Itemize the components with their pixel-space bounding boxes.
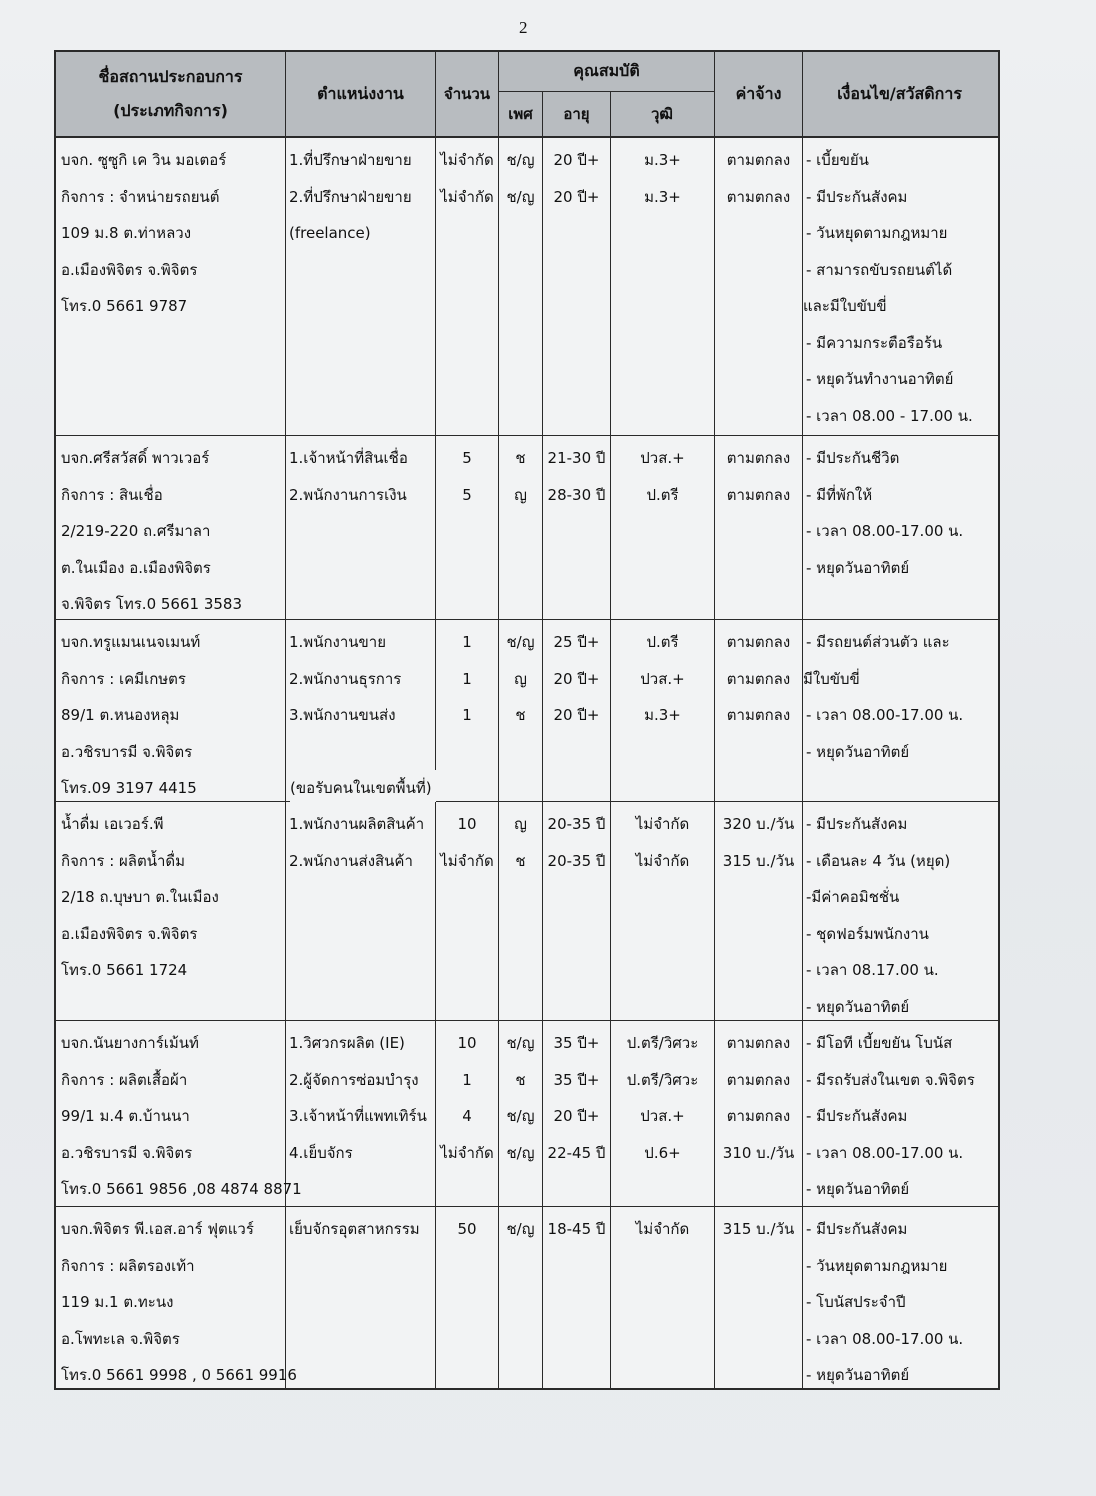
benefit-line: - มีโอที เบี้ยขยัน โบนัส: [806, 1034, 953, 1052]
position-line: 1.เจ้าหน้าที่สินเชื่อ: [289, 449, 408, 467]
company-line: บจก.พิจิตร พี.เอส.อาร์ ฟุตแวร์: [61, 1220, 254, 1238]
age-cell: [543, 1207, 611, 1388]
wage-cell: [715, 436, 803, 619]
education-value: ม.3+: [644, 187, 681, 206]
age-cell: [543, 1021, 611, 1206]
education-cell: [611, 436, 715, 619]
company-line: โทร.0 5661 9998 , 0 5661 9916: [61, 1366, 297, 1384]
company-line: 109 ม.8 ต.ท่าหลวง: [61, 224, 192, 242]
education-value: ปวส.+: [640, 449, 685, 467]
count-value: 4: [462, 1107, 472, 1125]
company-cell: [56, 138, 286, 435]
company-line: บจก.นันยางการ์เม้นท์: [61, 1034, 199, 1052]
count-value: ไม่จำกัด: [440, 187, 494, 206]
company-line: 2/18 ถ.บุษบา ต.ในเมือง: [61, 888, 219, 906]
sex-value: ช/ญ: [506, 1143, 535, 1162]
sex-cell: [499, 138, 543, 435]
count-value: 1: [462, 1070, 472, 1089]
position-line: 2.พนักงานธุรการ: [289, 669, 402, 688]
benefit-line: และมีใบขับขี่: [803, 297, 887, 315]
benefit-line: - หยุดวันอาทิตย์: [806, 1366, 910, 1384]
wage-cell: [715, 1207, 803, 1388]
table-row: [56, 1207, 998, 1388]
header-qualification-group: [499, 52, 715, 136]
company-line: อ.วชิรบารมี จ.พิจิตร: [61, 1143, 193, 1162]
area-note: (ขอรับคนในเขตพื้นที่): [290, 770, 436, 807]
header-qualification: คุณสมบัติ: [499, 52, 714, 92]
sex-cell: [499, 1021, 543, 1206]
wage-value: ตามตกลง: [726, 706, 791, 724]
age-value: 35 ปี+: [553, 1070, 600, 1089]
benefit-line: - สามารถขับรถยนต์ได้: [806, 260, 953, 279]
company-line: บจก. ซูซูกิ เค วิน มอเตอร์: [61, 151, 227, 169]
count-value: 5: [462, 449, 472, 467]
benefit-line: - มีความกระตือรือร้น: [806, 333, 943, 352]
company-line: จ.พิจิตร โทร.0 5661 3583: [61, 595, 242, 613]
sex-value: ญ: [514, 815, 527, 833]
position-cell: [286, 802, 436, 1020]
sex-value: ช/ญ: [506, 1107, 535, 1125]
company-line: โทร.0 5661 9856 ,08 4874 8871: [61, 1180, 302, 1198]
education-value: ปวส.+: [640, 1107, 685, 1125]
job-listing-table: [54, 50, 1000, 1390]
count-value: 1: [462, 706, 472, 724]
wage-value: 320 บ./วัน: [722, 815, 795, 833]
benefit-line: - หยุดวันอาทิตย์: [806, 558, 910, 577]
count-cell: [436, 1207, 499, 1388]
header-age: อายุ: [543, 92, 611, 136]
benefit-line: - เวลา 08.00 - 17.00 น.: [806, 406, 973, 425]
company-line: ต.ในเมือง อ.เมืองพิจิตร: [61, 558, 211, 577]
count-cell: [436, 802, 499, 1020]
wage-value: ตามตกลง: [726, 449, 791, 467]
wage-value: 310 บ./วัน: [722, 1143, 795, 1162]
wage-value: ตามตกลง: [726, 151, 791, 169]
wage-value: ตามตกลง: [726, 669, 791, 688]
company-line: น้ำดื่ม เอเวอร์.พี: [61, 815, 164, 833]
benefit-line: - มีที่พักให้: [806, 485, 873, 504]
sex-value: ช/ญ: [506, 1034, 535, 1052]
benefit-line: - มีประกันสังคม: [806, 815, 908, 833]
sex-value: ช/ญ: [506, 633, 535, 651]
age-cell: [543, 802, 611, 1020]
table-body: [56, 138, 998, 1388]
position-line: 3.พนักงานขนส่ง: [289, 706, 396, 724]
company-cell: [56, 620, 286, 801]
count-cell: [436, 620, 499, 801]
wage-value: ตามตกลง: [726, 633, 791, 651]
table-row: [56, 620, 998, 802]
education-value: ป.6+: [644, 1143, 681, 1162]
header-company-line-1: ชื่อสถานประกอบการ: [98, 67, 243, 86]
wage-value: ตามตกลง: [726, 1034, 791, 1052]
age-value: 18-45 ปี: [547, 1220, 606, 1238]
count-value: ไม่จำกัด: [440, 851, 494, 870]
header-count: จำนวน: [436, 52, 499, 136]
education-cell: [611, 1207, 715, 1388]
position-line: 2.พนักงานส่งสินค้า: [289, 851, 413, 870]
company-line: 2/219-220 ถ.ศรีมาลา: [61, 522, 211, 540]
education-cell: [611, 620, 715, 801]
company-line: อ.เมืองพิจิตร จ.พิจิตร: [61, 924, 198, 943]
education-cell: [611, 1021, 715, 1206]
age-value: 20-35 ปี: [547, 815, 606, 833]
count-value: 10: [457, 815, 477, 833]
benefit-line: - เวลา 08.00-17.00 น.: [806, 522, 964, 540]
benefits-cell: [803, 802, 996, 1020]
age-cell: [543, 138, 611, 435]
benefit-line: - มีรถยนต์ส่วนตัว และ: [806, 633, 950, 651]
benefit-line: - วันหยุดตามกฎหมาย: [806, 1256, 948, 1275]
wage-cell: [715, 1021, 803, 1206]
position-cell: [286, 1207, 436, 1388]
sex-value: ช: [515, 449, 526, 467]
sex-value: ญ: [514, 669, 527, 688]
sex-value: ช: [515, 1070, 526, 1089]
wage-cell: [715, 802, 803, 1020]
position-line: 2.พนักงานการเงิน: [289, 485, 407, 504]
wage-value: ตามตกลง: [726, 485, 791, 504]
wage-value: 315 บ./วัน: [722, 1220, 795, 1238]
age-value: 20-35 ปี: [547, 851, 606, 870]
position-line: 2.ผู้จัดการซ่อมบำรุง: [289, 1070, 419, 1089]
sex-value: ช/ญ: [506, 187, 535, 206]
sex-value: ญ: [514, 485, 527, 504]
position-line: เย็บจักรอุตสาหกรรม: [289, 1220, 420, 1238]
header-position: ตำแหน่งงาน: [286, 52, 436, 136]
education-cell: [611, 802, 715, 1020]
benefit-line: - มีประกันชีวิต: [806, 449, 900, 467]
count-value: 50: [457, 1220, 477, 1238]
benefit-line: - เวลา 08.00-17.00 น.: [806, 1329, 964, 1348]
sex-cell: [499, 1207, 543, 1388]
company-line: บจก.ทรูแมนเนจเมนท์: [61, 633, 201, 651]
company-cell: [56, 436, 286, 619]
position-cell: [286, 138, 436, 435]
position-line: (freelance): [289, 224, 371, 242]
count-value: ไม่จำกัด: [440, 151, 494, 169]
age-value: 20 ปี+: [553, 669, 600, 688]
benefit-line: - เวลา 08.17.00 น.: [806, 961, 939, 979]
company-line: 119 ม.1 ต.ทะนง: [61, 1293, 174, 1311]
age-value: 20 ปี+: [553, 1107, 600, 1125]
count-value: 10: [457, 1034, 477, 1052]
sex-value: ช/ญ: [506, 151, 535, 169]
count-cell: [436, 436, 499, 619]
benefit-line: - หยุดวันอาทิตย์: [806, 997, 910, 1016]
education-value: ป.ตรี/วิศวะ: [626, 1070, 699, 1089]
count-value: 1: [462, 633, 472, 651]
company-line: กิจการ : เคมีเกษตร: [61, 669, 186, 688]
benefits-cell: [803, 620, 996, 801]
company-line: กิจการ : จำหน่ายรถยนต์: [61, 187, 220, 206]
company-cell: [56, 1021, 302, 1206]
sex-value: ช/ญ: [506, 1220, 535, 1238]
wage-cell: [715, 138, 803, 435]
count-cell: [436, 138, 499, 435]
company-line: บจก.ศรีสวัสดิ์ พาวเวอร์: [61, 449, 210, 467]
page-number: 2: [519, 18, 528, 37]
sex-cell: [499, 802, 543, 1020]
sex-value: ช: [515, 706, 526, 724]
company-line: อ.โพทะเล จ.พิจิตร: [61, 1329, 180, 1348]
company-line: กิจการ : สินเชื่อ: [61, 485, 163, 504]
benefit-line: - มีประกันสังคม: [806, 1107, 908, 1125]
count-value: 1: [462, 669, 472, 688]
benefits-cell: [803, 138, 996, 435]
table-row: [56, 138, 998, 436]
education-value: ม.3+: [644, 706, 681, 724]
company-line: อ.เมืองพิจิตร จ.พิจิตร: [61, 260, 198, 279]
benefit-line: - มีประกันสังคม: [806, 187, 908, 206]
header-benefits: เงื่อนไข/สวัสดิการ: [837, 84, 962, 103]
education-value: ป.ตรี: [646, 633, 679, 651]
benefit-line: - วันหยุดตามกฎหมาย: [806, 224, 948, 242]
header-company: [56, 52, 286, 136]
age-cell: [543, 620, 611, 801]
position-cell: [286, 1021, 436, 1206]
education-cell: [611, 138, 715, 435]
company-line: โทร.0 5661 1724: [61, 961, 188, 979]
benefit-line: - เวลา 08.00-17.00 น.: [806, 706, 964, 724]
table-row: [56, 436, 998, 620]
age-value: 20 ปี+: [553, 706, 600, 724]
company-line: กิจการ : ผลิตเสื้อผ้า: [61, 1070, 188, 1089]
benefit-line: มีใบขับขี่: [803, 669, 860, 688]
benefits-cell: [803, 1021, 996, 1206]
age-value: 22-45 ปี: [547, 1143, 606, 1162]
position-line: 1.พนักงานขาย: [289, 633, 387, 651]
education-value: ป.ตรี/วิศวะ: [626, 1034, 699, 1052]
sex-cell: [499, 620, 543, 801]
company-line: กิจการ : ผลิตน้ำดื่ม: [61, 851, 186, 870]
wage-cell: [715, 620, 803, 801]
table-row: [56, 802, 998, 1021]
wage-value: ตามตกลง: [726, 1070, 791, 1089]
benefit-line: - หยุดวันอาทิตย์: [806, 742, 910, 761]
benefit-line: - มีประกันสังคม: [806, 1220, 908, 1238]
company-line: 99/1 ม.4 ต.บ้านนา: [61, 1107, 190, 1125]
header-company-line-2: (ประเภทกิจการ): [113, 101, 228, 120]
company-line: โทร.0 5661 9787: [61, 297, 188, 315]
position-line: 2.ที่ปรึกษาฝ่ายขาย: [289, 187, 412, 206]
company-cell: [56, 802, 286, 1020]
age-value: 25 ปี+: [553, 633, 600, 651]
benefit-line: - หยุดวันอาทิตย์: [806, 1180, 910, 1198]
age-cell: [543, 436, 611, 619]
company-line: 89/1 ต.หนองหลุม: [61, 706, 180, 724]
wage-value: ตามตกลง: [726, 1107, 791, 1125]
benefit-line: - เดือนละ 4 วัน (หยุด): [806, 851, 951, 870]
count-value: ไม่จำกัด: [440, 1143, 494, 1162]
position-line: 4.เย็บจักร: [289, 1143, 353, 1162]
benefits-cell: [803, 436, 996, 619]
count-value: 5: [462, 485, 472, 504]
education-value: ไม่จำกัด: [635, 815, 690, 833]
company-cell: [56, 1207, 297, 1388]
education-value: ไม่จำกัด: [635, 1220, 690, 1238]
table-row: [56, 1021, 998, 1207]
benefits-cell: [803, 1207, 996, 1388]
wage-value: ตามตกลง: [726, 187, 791, 206]
position-line: 1.ที่ปรึกษาฝ่ายขาย: [289, 151, 412, 169]
education-value: ไม่จำกัด: [635, 851, 690, 870]
company-line: กิจการ : ผลิตรองเท้า: [61, 1256, 195, 1275]
wage-value: 315 บ./วัน: [722, 851, 795, 870]
sex-cell: [499, 436, 543, 619]
header-wage: ค่าจ้าง: [715, 52, 803, 136]
benefit-line: - ชุดฟอร์มพนักงาน: [806, 924, 929, 943]
position-line: 1.พนักงานผลิตสินค้า: [289, 815, 425, 833]
benefit-line: - มีรถรับส่งในเขต จ.พิจิตร: [806, 1070, 975, 1089]
age-value: 35 ปี+: [553, 1034, 600, 1052]
company-line: อ.วชิรบารมี จ.พิจิตร: [61, 742, 193, 761]
sex-value: ช: [515, 851, 526, 870]
age-value: 28-30 ปี: [547, 485, 606, 504]
header-education: วุฒิ: [651, 105, 673, 123]
education-value: ม.3+: [644, 151, 681, 169]
table-header: [56, 52, 998, 138]
age-value: 20 ปี+: [553, 151, 600, 169]
count-cell: [436, 1021, 499, 1206]
benefit-line: - โบนัสประจำปี: [806, 1293, 906, 1311]
position-line: 3.เจ้าหน้าที่แพทเทิร์น: [289, 1107, 427, 1125]
education-value: ป.ตรี: [646, 485, 679, 504]
position-line: 1.วิศวกรผลิต (IE): [289, 1034, 405, 1052]
age-value: 21-30 ปี: [547, 449, 606, 467]
position-cell: [286, 436, 436, 619]
benefit-line: - เบี้ยขยัน: [806, 151, 869, 169]
company-line: โทร.09 3197 4415: [61, 779, 197, 797]
header-sex: เพศ: [499, 92, 543, 136]
benefit-line: - เวลา 08.00-17.00 น.: [806, 1143, 964, 1162]
age-value: 20 ปี+: [553, 187, 600, 206]
benefit-line: - หยุดวันทำงานอาทิตย์: [806, 370, 954, 388]
education-value: ปวส.+: [640, 669, 685, 688]
benefit-line: -มีค่าคอมิชชั่น: [806, 888, 900, 906]
